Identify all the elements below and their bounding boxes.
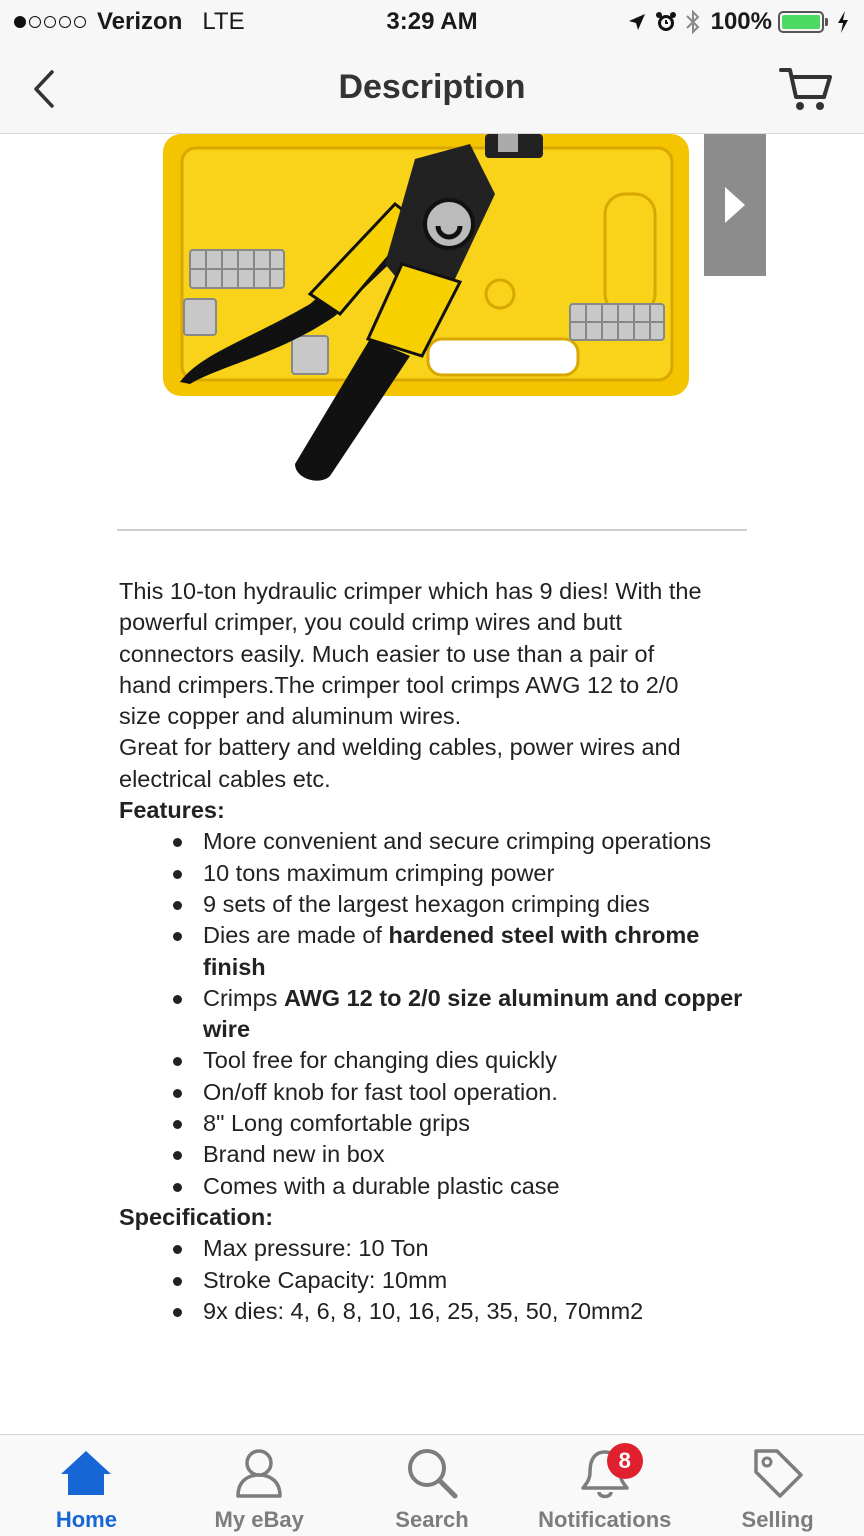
tab-label: My eBay: [214, 1507, 304, 1532]
list-item: 8" Long comfortable grips: [203, 1108, 759, 1139]
next-image-button[interactable]: [704, 134, 766, 276]
product-image[interactable]: [160, 134, 700, 494]
intro-line: electrical cables etc.: [119, 765, 331, 792]
tab-search[interactable]: [346, 1435, 519, 1536]
tab-label: Notifications: [538, 1507, 672, 1532]
battery-icon: [778, 11, 824, 33]
page-title: Description: [338, 68, 526, 106]
cart-icon: [778, 65, 834, 113]
tab-label: Search: [395, 1507, 469, 1532]
nav-bar: [0, 44, 864, 134]
network-type: LTE: [202, 8, 245, 35]
bluetooth-icon: [685, 9, 701, 35]
tab-selling[interactable]: [691, 1435, 864, 1536]
status-time: 3:29 AM: [386, 8, 478, 35]
battery-tip: [825, 18, 828, 26]
intro-line: size copper and aluminum wires.: [119, 703, 462, 730]
list-item: 9 sets of the largest hexagon crimping dies: [203, 889, 759, 920]
intro-line: connectors easily. Much easier to use than a pair of: [119, 640, 655, 667]
intro-line: Great for battery and welding cables, power wires and: [119, 734, 681, 761]
list-item-bold: AWG 12 to 2/0 size aluminum and copper wire: [203, 984, 743, 1043]
intro-text: [119, 576, 759, 795]
list-item: On/off knob for fast tool operation.: [203, 1077, 759, 1108]
status-bar: [0, 0, 864, 44]
list-item: More convenient and secure crimping operations: [203, 826, 759, 857]
tab-my-ebay[interactable]: [173, 1435, 346, 1536]
features-title: Features:: [119, 797, 225, 824]
intro-line: This 10-ton hydraulic crimper which has 9 dies! With the: [119, 578, 702, 604]
specification-list: [119, 1233, 759, 1327]
description-content: [119, 576, 759, 1327]
location-arrow-icon: [627, 12, 647, 32]
list-item-bold: hardened steel with chrome finish: [203, 922, 700, 980]
tab-label: Home: [55, 1507, 117, 1532]
intro-line: hand crimpers.The crimper tool crimps AWG 12 to 2/0: [119, 671, 679, 698]
bell-icon: [579, 1445, 631, 1501]
alarm-icon: [655, 11, 677, 33]
intro-line: powerful crimper, you could crimp wires and butt: [119, 609, 622, 636]
list-item: 10 tons maximum crimping power: [203, 858, 759, 889]
home-icon: [58, 1445, 114, 1501]
list-item: 9x dies: 4, 6, 8, 10, 16, 25, 35, 50, 70mm2: [203, 1296, 759, 1327]
carrier-name: Verizon: [97, 8, 183, 35]
person-icon: [234, 1445, 284, 1501]
tag-icon: [751, 1445, 805, 1501]
tab-notifications[interactable]: [518, 1435, 691, 1536]
list-item-text: Crimps: [203, 984, 284, 1011]
list-item: Max pressure: 10 Ton: [203, 1233, 759, 1264]
notification-badge: 8: [607, 1443, 643, 1479]
list-item: Comes with a durable plastic case: [203, 1171, 759, 1202]
list-item: [203, 983, 759, 1046]
tab-home[interactable]: [0, 1435, 173, 1536]
section-divider: [117, 529, 747, 531]
charging-bolt-icon: [836, 10, 850, 34]
list-item: Stroke Capacity: 10mm: [203, 1265, 759, 1296]
battery-percent: 100%: [710, 8, 772, 35]
list-item: Brand new in box: [203, 1139, 759, 1170]
tab-label: Selling: [741, 1507, 814, 1532]
list-item: Tool free for changing dies quickly: [203, 1045, 759, 1076]
features-list: [119, 826, 759, 1202]
tab-bar: [0, 1434, 864, 1536]
cart-button[interactable]: [776, 62, 836, 116]
status-right: [619, 8, 850, 36]
list-item-text: Dies are made of: [203, 922, 389, 949]
play-triangle-icon: [722, 184, 748, 226]
magnifier-icon: [405, 1445, 459, 1501]
list-item: [203, 920, 759, 983]
specification-title: Specification:: [119, 1203, 274, 1230]
